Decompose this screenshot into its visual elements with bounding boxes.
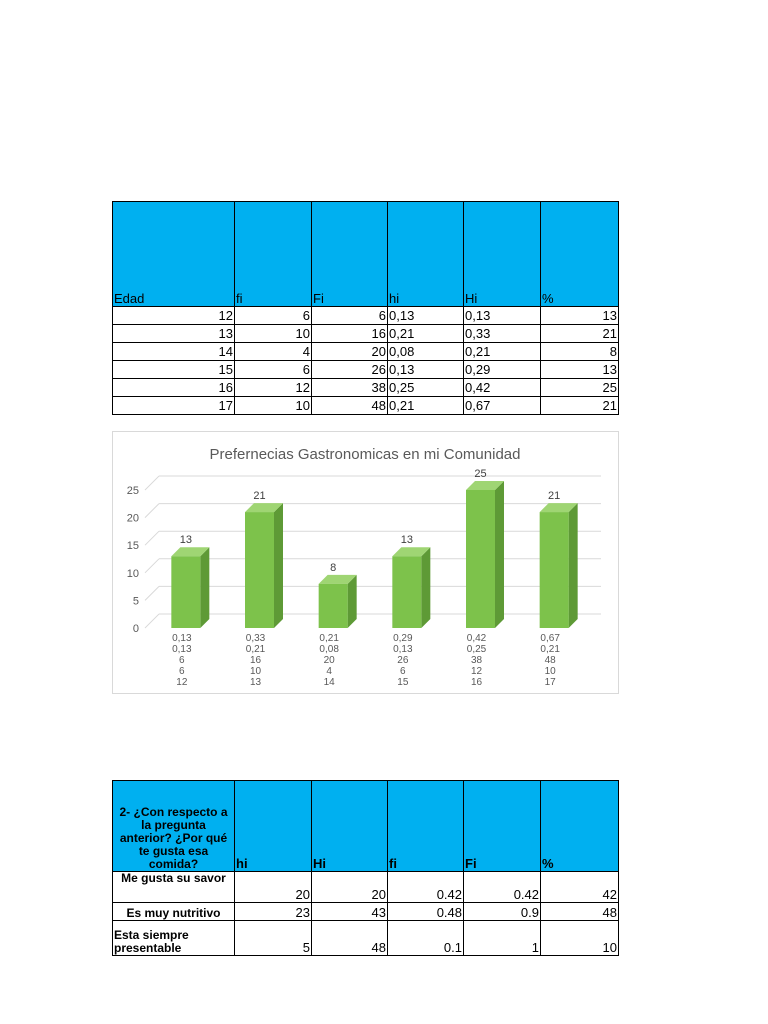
header-percent[interactable]: % bbox=[541, 202, 619, 307]
data-label: 13 bbox=[179, 534, 192, 547]
cell[interactable]: 10 bbox=[235, 325, 312, 343]
cell[interactable]: 0,21 bbox=[388, 325, 464, 343]
header-hi[interactable]: hi bbox=[388, 202, 464, 307]
x-tick-label: 0,13 bbox=[172, 644, 192, 655]
chart-title: Prefernecias Gastronomicas en mi Comunidad bbox=[209, 446, 521, 463]
cell[interactable]: 48 bbox=[312, 397, 388, 415]
bar bbox=[171, 556, 200, 628]
data-label: 21 bbox=[253, 490, 266, 503]
cell[interactable]: 17 bbox=[113, 397, 235, 415]
x-tick-label: 17 bbox=[544, 677, 556, 688]
table-row bbox=[113, 325, 619, 343]
x-tick-label: 0,21 bbox=[245, 644, 266, 655]
table-row bbox=[113, 343, 619, 361]
cell[interactable]: 0,25 bbox=[388, 379, 464, 397]
cell[interactable]: 16 bbox=[113, 379, 235, 397]
table-row bbox=[113, 361, 619, 379]
x-tick-label: 0,67 bbox=[540, 633, 560, 644]
table-row bbox=[113, 921, 619, 956]
header-fi[interactable]: fi bbox=[388, 781, 464, 872]
x-tick-label: 38 bbox=[470, 655, 483, 666]
cell[interactable]: 13 bbox=[113, 325, 235, 343]
cell[interactable]: 20 bbox=[235, 872, 312, 903]
header-Fi[interactable]: Fi bbox=[312, 202, 388, 307]
x-tick-label: 20 bbox=[323, 655, 335, 666]
header-edad[interactable]: Edad bbox=[113, 202, 235, 307]
row-label[interactable]: Esta siempre presentable bbox=[113, 921, 235, 956]
cell[interactable]: 0,67 bbox=[464, 397, 541, 415]
y-tick-label: 20 bbox=[126, 512, 139, 525]
cell[interactable]: 6 bbox=[235, 307, 312, 325]
x-tick-label: 0,25 bbox=[466, 644, 487, 655]
cell[interactable]: 20 bbox=[312, 872, 388, 903]
cell[interactable]: 0,42 bbox=[464, 379, 541, 397]
bar-side bbox=[495, 481, 504, 628]
cell[interactable]: 23 bbox=[235, 903, 312, 921]
header-Hi[interactable]: Hi bbox=[312, 781, 388, 872]
data-label: 13 bbox=[400, 534, 413, 547]
y-tick-label: 25 bbox=[126, 485, 139, 497]
cell[interactable]: 0.9 bbox=[464, 903, 541, 921]
x-tick-label: 0,13 bbox=[172, 633, 192, 644]
cell[interactable]: 42 bbox=[541, 872, 619, 903]
x-tick-label: 16 bbox=[249, 655, 262, 666]
header-percent[interactable]: % bbox=[541, 781, 619, 872]
cell[interactable]: 0.1 bbox=[388, 921, 464, 956]
bar bbox=[245, 512, 274, 628]
x-tick-label: 10 bbox=[544, 666, 556, 677]
age-frequency-table bbox=[112, 201, 619, 415]
y-tick-label: 0 bbox=[132, 623, 139, 635]
cell[interactable]: 0,13 bbox=[388, 361, 464, 379]
bar bbox=[466, 490, 495, 628]
cell[interactable]: 0,08 bbox=[388, 343, 464, 361]
row-label[interactable]: Me gusta su savor bbox=[113, 872, 235, 903]
cell[interactable]: 10 bbox=[235, 397, 312, 415]
x-tick-label: 10 bbox=[249, 666, 262, 677]
cell[interactable]: 5 bbox=[235, 921, 312, 956]
gridline-side bbox=[145, 586, 159, 600]
food-reason-table bbox=[112, 780, 619, 956]
header-row bbox=[113, 202, 619, 307]
cell[interactable]: 0,13 bbox=[464, 307, 541, 325]
cell[interactable]: 21 bbox=[541, 397, 619, 415]
bar-side bbox=[348, 575, 357, 628]
chart-canvas bbox=[113, 432, 618, 693]
cell[interactable]: 48 bbox=[312, 921, 388, 956]
x-tick-label: 6 bbox=[179, 655, 185, 666]
cell[interactable]: 0.42 bbox=[388, 872, 464, 903]
y-tick-label: 15 bbox=[126, 540, 139, 553]
bar bbox=[319, 584, 348, 628]
gridline-side bbox=[145, 476, 159, 490]
header-row bbox=[113, 781, 619, 872]
header-Hi[interactable]: Hi bbox=[464, 202, 541, 307]
cell[interactable]: 13 bbox=[541, 307, 619, 325]
bar-side bbox=[569, 503, 578, 628]
x-tick-label: 6 bbox=[400, 666, 406, 677]
x-tick-label: 6 bbox=[179, 666, 185, 677]
cell[interactable]: 0,21 bbox=[388, 397, 464, 415]
cell[interactable]: 21 bbox=[541, 325, 619, 343]
cell[interactable]: 13 bbox=[541, 361, 619, 379]
cell[interactable]: 25 bbox=[541, 379, 619, 397]
x-tick-label: 14 bbox=[323, 677, 335, 688]
x-tick-label: 0,33 bbox=[245, 633, 266, 644]
header-fi[interactable]: fi bbox=[235, 202, 312, 307]
table-row bbox=[113, 903, 619, 921]
x-tick-label: 0,21 bbox=[540, 644, 560, 655]
cell[interactable]: 20 bbox=[312, 343, 388, 361]
gridline-side bbox=[145, 504, 159, 518]
cell[interactable]: 14 bbox=[113, 343, 235, 361]
data-label: 8 bbox=[330, 561, 337, 574]
cell[interactable]: 38 bbox=[312, 379, 388, 397]
bar bbox=[392, 556, 421, 628]
gridline-side bbox=[145, 531, 159, 545]
gridline-side bbox=[145, 559, 159, 573]
header-Fi[interactable]: Fi bbox=[464, 781, 541, 872]
cell[interactable]: 0.42 bbox=[464, 872, 541, 903]
cell[interactable]: 43 bbox=[312, 903, 388, 921]
bar bbox=[540, 512, 569, 628]
cell[interactable]: 26 bbox=[312, 361, 388, 379]
x-tick-label: 16 bbox=[470, 677, 483, 688]
cell[interactable]: 0,33 bbox=[464, 325, 541, 343]
cell[interactable]: 1 bbox=[464, 921, 541, 956]
x-tick-label: 0,13 bbox=[393, 644, 413, 655]
y-tick-label: 5 bbox=[132, 595, 139, 608]
cell[interactable]: 6 bbox=[312, 307, 388, 325]
bar-side bbox=[274, 503, 283, 628]
bar-side bbox=[200, 547, 209, 628]
row-label[interactable]: Es muy nutritivo bbox=[113, 903, 235, 921]
cell[interactable]: 10 bbox=[541, 921, 619, 956]
x-tick-label: 12 bbox=[176, 677, 188, 688]
x-tick-label: 0,21 bbox=[319, 633, 339, 644]
cell[interactable]: 8 bbox=[541, 343, 619, 361]
table-row bbox=[113, 379, 619, 397]
x-tick-label: 13 bbox=[249, 677, 262, 688]
x-tick-label: 0,42 bbox=[466, 633, 487, 644]
x-tick-label: 48 bbox=[544, 655, 556, 666]
data-label: 21 bbox=[548, 490, 561, 503]
cell[interactable]: 0,13 bbox=[388, 307, 464, 325]
y-tick-label: 10 bbox=[126, 567, 139, 580]
cell[interactable]: 0.48 bbox=[388, 903, 464, 921]
table-row bbox=[113, 397, 619, 415]
bar-side bbox=[421, 547, 430, 628]
cell[interactable]: 6 bbox=[235, 361, 312, 379]
table-row bbox=[113, 307, 619, 325]
cell[interactable]: 4 bbox=[235, 343, 312, 361]
cell[interactable]: 0,21 bbox=[464, 343, 541, 361]
table-row bbox=[113, 872, 619, 903]
x-tick-label: 4 bbox=[326, 666, 332, 677]
cell[interactable]: 15 bbox=[113, 361, 235, 379]
cell[interactable]: 48 bbox=[541, 903, 619, 921]
x-tick-label: 26 bbox=[397, 655, 409, 666]
cell[interactable]: 16 bbox=[312, 325, 388, 343]
data-label: 25 bbox=[474, 468, 487, 480]
header-question[interactable]: 2- ¿Con respecto a la pregunta anterior? ¿Por qué te gusta esa comida? bbox=[113, 781, 235, 872]
x-tick-label: 15 bbox=[397, 677, 409, 688]
gridline-side bbox=[145, 614, 159, 628]
cell[interactable]: 12 bbox=[113, 307, 235, 325]
x-tick-label: 12 bbox=[470, 666, 483, 677]
cell[interactable]: 12 bbox=[235, 379, 312, 397]
header-hi[interactable]: hi bbox=[235, 781, 312, 872]
cell[interactable]: 0,29 bbox=[464, 361, 541, 379]
bar-chart[interactable] bbox=[112, 431, 619, 694]
x-tick-label: 0,29 bbox=[393, 633, 413, 644]
x-tick-label: 0,08 bbox=[319, 644, 339, 655]
